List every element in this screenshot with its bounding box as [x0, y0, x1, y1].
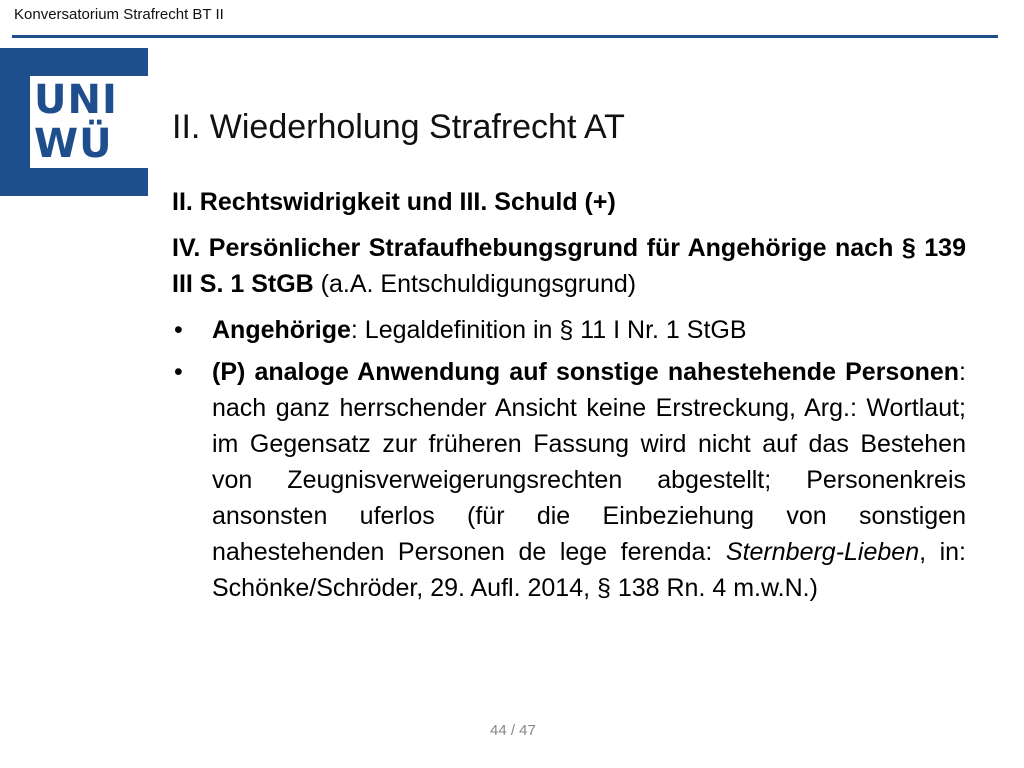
- bullet-item-1: [172, 312, 966, 348]
- logo-line-2: WÜ: [34, 121, 113, 167]
- bullet-1-bold: Angehörige: [212, 316, 351, 344]
- paragraph-1-text: II. Rechtswidrigkeit und III. Schuld (+): [172, 188, 616, 216]
- bullet-2-italic: Sternberg-Lieben: [725, 538, 920, 566]
- bullet-dot-icon: •: [174, 316, 183, 344]
- bullet-1-normal: : Legaldefinition in § 11 I Nr. 1 StGB: [350, 316, 747, 344]
- university-logo: [0, 48, 148, 196]
- paragraph-2-normal: (a.A. Entschuldigungsgrund): [313, 270, 637, 298]
- bullet-dot-icon: •: [174, 358, 183, 386]
- course-title: Konversatorium Strafrecht BT II: [14, 6, 224, 23]
- paragraph-2-bold: IV. Persönlicher Strafaufhebungsgrund für Angehörige nach § 139 III S. 1 StGB: [172, 234, 966, 298]
- paragraph-1: [172, 184, 966, 220]
- logo-wordmark: [30, 76, 148, 168]
- slide-content: [172, 184, 966, 612]
- bullet-2-normal: : nach ganz herrschender Ansicht keine Erstreckung, Arg.: Wortlaut; im Gegensatz zur früheren Fassung wird nicht auf das Bestehen von Zeugnisverweigerungsrechten abgestellt; Personenkreis ansonsten uferlos (für die Einbeziehung von sonstigen nahestehenden Personen de lege ferenda:: [212, 358, 966, 566]
- header-divider: [12, 35, 998, 38]
- bullet-2-tail: , in: Schönke/Schröder, 29. Aufl. 2014, § 138 Rn. 4 m.w.N.): [212, 538, 966, 602]
- slide-title: II. Wiederholung Strafrecht AT: [172, 108, 625, 146]
- page-number: 44 / 47: [490, 722, 536, 739]
- paragraph-2: [172, 230, 966, 302]
- logo-line-1: UNI: [34, 77, 118, 123]
- bullet-item-2: [172, 354, 966, 606]
- bullet-2-bold: (P) analoge Anwendung auf sonstige nahestehende Personen: [212, 358, 960, 386]
